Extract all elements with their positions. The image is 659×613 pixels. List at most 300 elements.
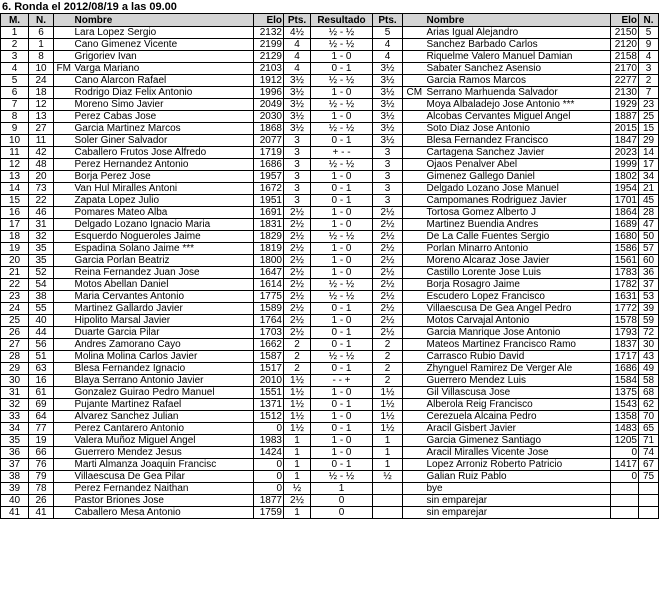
black-title-cell — [403, 471, 426, 483]
white-number-cell: 56 — [29, 339, 54, 351]
white-points-cell: 1 — [284, 459, 311, 471]
white-elo-cell: 1996 — [254, 87, 284, 99]
white-number-cell: 55 — [29, 303, 54, 315]
black-elo-cell: 1561 — [611, 255, 639, 267]
black-title-cell — [403, 231, 426, 243]
white-name-cell: Espadina Solano Jaime *** — [74, 243, 254, 255]
white-title-cell — [54, 183, 74, 195]
black-name-cell: Castillo Lorente Jose Luis — [426, 267, 611, 279]
black-name-cell: Borja Rosagro Jaime — [426, 279, 611, 291]
board-cell: 3 — [1, 51, 29, 63]
result-cell: 1 - 0 — [311, 219, 373, 231]
white-number-cell: 46 — [29, 207, 54, 219]
result-cell: ½ - ½ — [311, 75, 373, 87]
black-number-cell — [639, 495, 659, 507]
white-number-cell: 61 — [29, 387, 54, 399]
black-number-cell: 29 — [639, 135, 659, 147]
black-points-cell: 5 — [373, 27, 403, 39]
black-name-cell: Ojaos Penalver Abel — [426, 159, 611, 171]
black-number-cell: 65 — [639, 423, 659, 435]
board-cell: 21 — [1, 267, 29, 279]
white-points-cell: 2½ — [284, 255, 311, 267]
black-title-cell — [403, 411, 426, 423]
black-elo-cell: 1954 — [611, 183, 639, 195]
result-cell: 0 - 1 — [311, 423, 373, 435]
black-number-cell: 74 — [639, 447, 659, 459]
board-cell: 35 — [1, 435, 29, 447]
black-elo-cell: 1864 — [611, 207, 639, 219]
board-cell: 41 — [1, 507, 29, 519]
black-name-cell: Tortosa Gomez Alberto J — [426, 207, 611, 219]
white-elo-cell: 2132 — [254, 27, 284, 39]
white-points-cell: 2 — [284, 351, 311, 363]
white-number-cell: 20 — [29, 171, 54, 183]
board-cell: 29 — [1, 363, 29, 375]
black-name-cell: Riquelme Valero Manuel Damian — [426, 51, 611, 63]
white-number-cell: 13 — [29, 111, 54, 123]
black-points-cell: 1½ — [373, 411, 403, 423]
white-title-cell — [54, 123, 74, 135]
result-cell: ½ - ½ — [311, 231, 373, 243]
black-number-cell: 62 — [639, 399, 659, 411]
white-name-cell: Maria Cervantes Antonio — [74, 291, 254, 303]
table-row — [1, 399, 659, 411]
result-cell: 1 - 0 — [311, 207, 373, 219]
black-title-cell — [403, 255, 426, 267]
black-name-cell: Martinez Buendia Andres — [426, 219, 611, 231]
black-name-cell: Blesa Fernandez Francisco — [426, 135, 611, 147]
black-points-cell: ½ — [373, 471, 403, 483]
black-title-cell — [403, 99, 426, 111]
result-cell: 0 — [311, 495, 373, 507]
black-title-cell — [403, 75, 426, 87]
black-elo-cell: 1631 — [611, 291, 639, 303]
white-title-cell — [54, 351, 74, 363]
white-elo-cell: 2030 — [254, 111, 284, 123]
board-cell: 25 — [1, 315, 29, 327]
board-cell: 20 — [1, 255, 29, 267]
black-points-cell: 3½ — [373, 111, 403, 123]
black-title-cell — [403, 387, 426, 399]
black-name-cell: Carrasco Rubio David — [426, 351, 611, 363]
white-points-cell: 3½ — [284, 123, 311, 135]
white-title-cell — [54, 75, 74, 87]
black-number-cell: 75 — [639, 471, 659, 483]
white-title-cell — [54, 279, 74, 291]
black-elo-cell: 1782 — [611, 279, 639, 291]
board-cell: 33 — [1, 411, 29, 423]
table-row — [1, 219, 659, 231]
white-title-cell — [54, 207, 74, 219]
white-title-cell — [54, 27, 74, 39]
white-title-cell — [54, 171, 74, 183]
black-points-cell: 2½ — [373, 231, 403, 243]
table-row — [1, 447, 659, 459]
white-name-cell: Varga Mariano — [74, 63, 254, 75]
black-title-cell — [403, 435, 426, 447]
black-number-cell: 9 — [639, 39, 659, 51]
black-number-cell: 2 — [639, 75, 659, 87]
black-points-cell: 2½ — [373, 219, 403, 231]
white-title-cell — [54, 423, 74, 435]
black-elo-cell — [611, 495, 639, 507]
white-number-cell: 41 — [29, 507, 54, 519]
board-cell: 9 — [1, 123, 29, 135]
white-elo-cell: 1868 — [254, 123, 284, 135]
black-points-cell: 2½ — [373, 255, 403, 267]
board-cell: 16 — [1, 207, 29, 219]
white-number-cell: 19 — [29, 435, 54, 447]
table-row — [1, 315, 659, 327]
white-elo-cell: 1662 — [254, 339, 284, 351]
black-points-cell: 2½ — [373, 315, 403, 327]
table-row — [1, 51, 659, 63]
black-title-cell — [403, 339, 426, 351]
black-points-cell: 3½ — [373, 63, 403, 75]
header-number-black: N. — [639, 14, 659, 27]
black-elo-cell: 2150 — [611, 27, 639, 39]
black-points-cell: 3 — [373, 195, 403, 207]
black-number-cell: 21 — [639, 183, 659, 195]
black-title-cell — [403, 27, 426, 39]
white-points-cell: 3½ — [284, 87, 311, 99]
black-elo-cell: 0 — [611, 471, 639, 483]
black-points-cell: 1 — [373, 459, 403, 471]
white-points-cell: 4 — [284, 63, 311, 75]
white-name-cell: Motos Abellan Daniel — [74, 279, 254, 291]
white-number-cell: 26 — [29, 495, 54, 507]
white-title-cell — [54, 471, 74, 483]
white-elo-cell: 2049 — [254, 99, 284, 111]
white-elo-cell: 1775 — [254, 291, 284, 303]
white-elo-cell: 0 — [254, 459, 284, 471]
white-points-cell: 2½ — [284, 243, 311, 255]
white-elo-cell: 1614 — [254, 279, 284, 291]
black-name-cell: bye — [426, 483, 611, 495]
black-number-cell — [639, 483, 659, 495]
black-title-cell — [403, 351, 426, 363]
table-row — [1, 435, 659, 447]
white-title-cell — [54, 195, 74, 207]
black-points-cell: 2½ — [373, 303, 403, 315]
white-title-cell: FM — [54, 63, 74, 75]
white-title-cell — [54, 243, 74, 255]
table-row — [1, 243, 659, 255]
white-name-cell: Cano Alarcon Rafael — [74, 75, 254, 87]
board-cell: 28 — [1, 351, 29, 363]
black-number-cell: 7 — [639, 87, 659, 99]
black-name-cell: Soto Diaz Jose Antonio — [426, 123, 611, 135]
black-elo-cell: 0 — [611, 447, 639, 459]
white-name-cell: Caballero Mesa Antonio — [74, 507, 254, 519]
white-elo-cell: 1424 — [254, 447, 284, 459]
black-title-cell — [403, 219, 426, 231]
black-number-cell: 57 — [639, 243, 659, 255]
table-row — [1, 255, 659, 267]
black-points-cell: 3 — [373, 171, 403, 183]
black-number-cell: 60 — [639, 255, 659, 267]
black-name-cell: Villaescusa De Gea Angel Pedro — [426, 303, 611, 315]
black-number-cell: 72 — [639, 327, 659, 339]
result-cell: ½ - ½ — [311, 27, 373, 39]
white-name-cell: Martinez Gallardo Javier — [74, 303, 254, 315]
board-cell: 13 — [1, 171, 29, 183]
result-cell: ½ - ½ — [311, 471, 373, 483]
black-name-cell: Guerrero Mendez Luis — [426, 375, 611, 387]
white-title-cell — [54, 135, 74, 147]
white-points-cell: 1½ — [284, 411, 311, 423]
white-name-cell: Rodrigo Diaz Felix Antonio — [74, 87, 254, 99]
black-points-cell: 3 — [373, 159, 403, 171]
black-elo-cell: 1717 — [611, 351, 639, 363]
white-title-cell — [54, 291, 74, 303]
white-number-cell: 44 — [29, 327, 54, 339]
table-row — [1, 339, 659, 351]
white-name-cell: Garcia Porlan Beatriz — [74, 255, 254, 267]
white-points-cell: 1 — [284, 435, 311, 447]
black-points-cell: 1 — [373, 447, 403, 459]
white-name-cell: Guerrero Mendez Jesus — [74, 447, 254, 459]
black-title-cell — [403, 459, 426, 471]
white-points-cell: 4 — [284, 39, 311, 51]
black-points-cell: 2 — [373, 363, 403, 375]
header-number: N. — [29, 14, 54, 27]
black-elo-cell: 1586 — [611, 243, 639, 255]
board-cell: 10 — [1, 135, 29, 147]
black-title-cell — [403, 51, 426, 63]
result-cell: 0 - 1 — [311, 183, 373, 195]
board-cell: 27 — [1, 339, 29, 351]
white-name-cell: Perez Hernandez Antonio — [74, 159, 254, 171]
white-points-cell: 1½ — [284, 387, 311, 399]
white-number-cell: 64 — [29, 411, 54, 423]
white-number-cell: 51 — [29, 351, 54, 363]
black-points-cell: 4 — [373, 51, 403, 63]
board-cell: 6 — [1, 87, 29, 99]
white-number-cell: 35 — [29, 255, 54, 267]
table-row — [1, 387, 659, 399]
black-elo-cell: 1375 — [611, 387, 639, 399]
table-row — [1, 207, 659, 219]
table-row — [1, 171, 659, 183]
white-elo-cell: 1686 — [254, 159, 284, 171]
white-title-cell — [54, 231, 74, 243]
black-elo-cell: 1701 — [611, 195, 639, 207]
black-name-cell: Cartagena Sanchez Javier — [426, 147, 611, 159]
black-name-cell: Garcia Manrique Jose Antonio — [426, 327, 611, 339]
black-number-cell — [639, 507, 659, 519]
header-row — [1, 14, 659, 27]
black-name-cell: Arias Igual Alejandro — [426, 27, 611, 39]
white-number-cell: 76 — [29, 459, 54, 471]
table-row — [1, 111, 659, 123]
table-row — [1, 291, 659, 303]
white-title-cell — [54, 483, 74, 495]
board-cell: 4 — [1, 63, 29, 75]
black-title-cell — [403, 159, 426, 171]
white-elo-cell: 1759 — [254, 507, 284, 519]
black-elo-cell: 1837 — [611, 339, 639, 351]
white-points-cell: 2½ — [284, 207, 311, 219]
white-elo-cell: 1691 — [254, 207, 284, 219]
black-elo-cell — [611, 483, 639, 495]
white-points-cell: 3½ — [284, 111, 311, 123]
white-name-cell: Lara Lopez Sergio — [74, 27, 254, 39]
black-name-cell: Porlan Minarro Antonio — [426, 243, 611, 255]
board-cell: 30 — [1, 375, 29, 387]
black-title-cell — [403, 207, 426, 219]
white-name-cell: Molina Molina Carlos Javier — [74, 351, 254, 363]
black-elo-cell: 1578 — [611, 315, 639, 327]
white-points-cell: 3 — [284, 135, 311, 147]
black-elo-cell: 1686 — [611, 363, 639, 375]
header-name-black: Nombre — [426, 14, 611, 27]
white-points-cell: 2½ — [284, 291, 311, 303]
white-points-cell: 2½ — [284, 219, 311, 231]
white-points-cell: 2 — [284, 363, 311, 375]
black-elo-cell: 1543 — [611, 399, 639, 411]
white-elo-cell: 1764 — [254, 315, 284, 327]
table-row — [1, 75, 659, 87]
white-title-cell — [54, 99, 74, 111]
white-points-cell: 2½ — [284, 315, 311, 327]
black-points-cell: 3½ — [373, 99, 403, 111]
black-title-cell — [403, 111, 426, 123]
board-cell: 14 — [1, 183, 29, 195]
result-cell: ½ - ½ — [311, 39, 373, 51]
table-row — [1, 159, 659, 171]
white-points-cell: 1½ — [284, 423, 311, 435]
black-elo-cell: 1793 — [611, 327, 639, 339]
table-row — [1, 495, 659, 507]
black-number-cell: 43 — [639, 351, 659, 363]
black-number-cell: 14 — [639, 147, 659, 159]
header-points-white: Pts. — [284, 14, 311, 27]
board-cell: 19 — [1, 243, 29, 255]
white-number-cell: 35 — [29, 243, 54, 255]
black-name-cell: Moreno Alcaraz Jose Javier — [426, 255, 611, 267]
black-points-cell — [373, 495, 403, 507]
result-cell: 0 - 1 — [311, 459, 373, 471]
black-elo-cell: 1929 — [611, 99, 639, 111]
white-elo-cell: 1957 — [254, 171, 284, 183]
result-cell: 1 - 0 — [311, 435, 373, 447]
header-name-white: Nombre — [74, 14, 254, 27]
black-name-cell: Garcia Gimenez Santiago — [426, 435, 611, 447]
black-number-cell: 70 — [639, 411, 659, 423]
result-cell: 1 - 0 — [311, 447, 373, 459]
black-elo-cell: 2277 — [611, 75, 639, 87]
result-cell: 1 - 0 — [311, 51, 373, 63]
white-elo-cell: 2199 — [254, 39, 284, 51]
black-elo-cell: 1358 — [611, 411, 639, 423]
table-row — [1, 423, 659, 435]
table-row — [1, 411, 659, 423]
black-points-cell: 2½ — [373, 243, 403, 255]
black-elo-cell: 2023 — [611, 147, 639, 159]
white-name-cell: Pujante Martinez Rafael — [74, 399, 254, 411]
black-number-cell: 25 — [639, 111, 659, 123]
black-title-cell — [403, 399, 426, 411]
black-points-cell: 1½ — [373, 387, 403, 399]
black-points-cell: 1 — [373, 435, 403, 447]
white-number-cell: 52 — [29, 267, 54, 279]
black-number-cell: 36 — [639, 267, 659, 279]
white-title-cell — [54, 39, 74, 51]
white-title-cell — [54, 111, 74, 123]
white-number-cell: 54 — [29, 279, 54, 291]
result-cell: - - + — [311, 375, 373, 387]
white-number-cell: 18 — [29, 87, 54, 99]
black-elo-cell: 1483 — [611, 423, 639, 435]
white-points-cell: 1½ — [284, 399, 311, 411]
black-title-cell — [403, 171, 426, 183]
black-name-cell: Aracil Gisbert Javier — [426, 423, 611, 435]
black-elo-cell: 1802 — [611, 171, 639, 183]
black-title-cell — [403, 195, 426, 207]
table-row — [1, 279, 659, 291]
black-number-cell: 67 — [639, 459, 659, 471]
black-points-cell: 2 — [373, 351, 403, 363]
white-elo-cell: 2103 — [254, 63, 284, 75]
table-row — [1, 267, 659, 279]
result-cell: ½ - ½ — [311, 291, 373, 303]
white-elo-cell: 2010 — [254, 375, 284, 387]
black-title-cell — [403, 39, 426, 51]
white-elo-cell: 1877 — [254, 495, 284, 507]
result-cell: 0 - 1 — [311, 195, 373, 207]
black-elo-cell: 2158 — [611, 51, 639, 63]
black-points-cell: 3 — [373, 183, 403, 195]
black-number-cell: 4 — [639, 51, 659, 63]
result-cell: ½ - ½ — [311, 279, 373, 291]
black-title-cell — [403, 423, 426, 435]
white-number-cell: 69 — [29, 399, 54, 411]
white-name-cell: Perez Cabas Jose — [74, 111, 254, 123]
table-row — [1, 63, 659, 75]
white-elo-cell: 0 — [254, 483, 284, 495]
black-title-cell — [403, 447, 426, 459]
white-elo-cell: 1703 — [254, 327, 284, 339]
black-number-cell: 39 — [639, 303, 659, 315]
white-title-cell — [54, 219, 74, 231]
white-elo-cell: 1829 — [254, 231, 284, 243]
white-points-cell: 3 — [284, 183, 311, 195]
white-title-cell — [54, 51, 74, 63]
white-number-cell: 78 — [29, 483, 54, 495]
white-elo-cell: 1672 — [254, 183, 284, 195]
white-points-cell: 3½ — [284, 75, 311, 87]
black-name-cell: Moya Albaladejo Jose Antonio *** — [426, 99, 611, 111]
white-name-cell: Perez Fernandez Naithan — [74, 483, 254, 495]
white-name-cell: Pastor Briones Jose — [74, 495, 254, 507]
white-elo-cell: 1719 — [254, 147, 284, 159]
black-elo-cell: 1772 — [611, 303, 639, 315]
white-title-cell — [54, 507, 74, 519]
white-number-cell: 48 — [29, 159, 54, 171]
board-cell: 38 — [1, 471, 29, 483]
board-cell: 2 — [1, 39, 29, 51]
white-name-cell: Duarte Garcia Pilar — [74, 327, 254, 339]
white-elo-cell: 1831 — [254, 219, 284, 231]
result-cell: ½ - ½ — [311, 351, 373, 363]
white-name-cell: Valera Muñoz Miguel Angel — [74, 435, 254, 447]
board-cell: 34 — [1, 423, 29, 435]
white-title-cell — [54, 255, 74, 267]
white-title-cell — [54, 315, 74, 327]
black-title-cell — [403, 315, 426, 327]
black-title-cell — [403, 507, 426, 519]
